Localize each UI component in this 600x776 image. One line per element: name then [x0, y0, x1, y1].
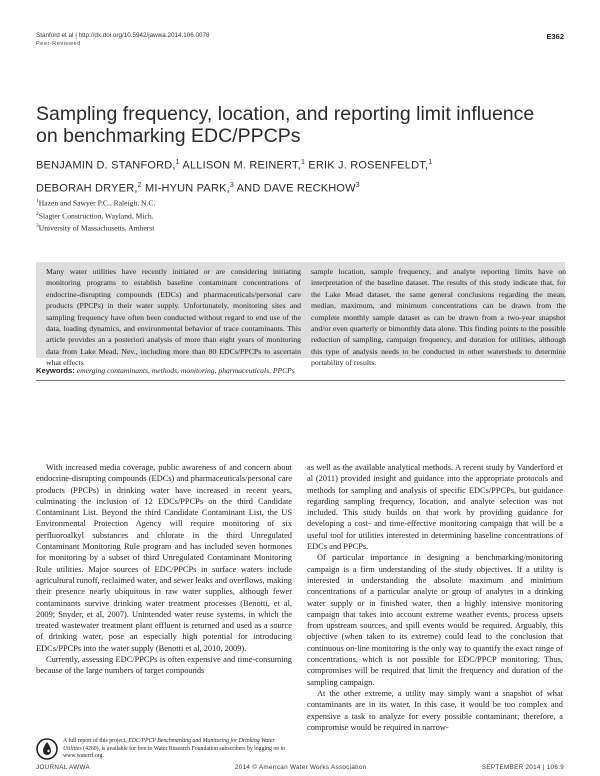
article-title: Sampling frequency, location, and reporting limit influence on benchmarking EDC/PPCPs	[36, 103, 535, 147]
footer-issue: SEPTEMBER 2014 | 106:9	[481, 764, 564, 771]
section-label: Peer-Reviewed	[36, 41, 81, 47]
body-right-column	[307, 462, 563, 733]
body-paragraph: as well as the available analytical methods. A recent study by Vanderford et al (2011) provided insight and guidance into the appropriate protocols and methods for sampling and analysis of specific EDCs/PPCPs, but guidance regarding sampling frequency, location, and analyte selection was not included. This study builds on that work by providing guidance for developing a cost- and time-effective monitoring campaign that will be a useful tool for utilities interested in determining baseline concentrations of EDCs and PPCPs.	[307, 463, 563, 552]
page-code: E362	[546, 32, 564, 41]
doi-citation[interactable]: Stanford et al | http://dx.doi.org/10.5942/jawwa.2014.106.0078	[36, 32, 210, 39]
author-name: AND DAVE RECKHOW	[233, 182, 356, 195]
keywords	[36, 366, 565, 375]
affiliation-line: $^2$Slagter Construction, Wayland, Mich.	[36, 210, 154, 221]
affiliation-marker: 1	[175, 159, 180, 166]
keywords-label: Keywords:	[36, 366, 75, 375]
abstract-right-column: sample location, sample frequency, and analyte reporting limits have on interpretation of the baseline dataset. The results of this study indicate that, for the Lake Mead dataset, the same general conclusions regarding the mean, median, maximum, and minimum concentrations can be drawn from the complete monthly sample dataset as can be drawn from a two-year snapshot and/or even quarterly or bimonthly data alone. This finding points to the possible reduction of sampling, campaign frequency, and duration for utilities, although this type of analysis needs to be conducted in other watersheds to determine portability of results.	[311, 267, 566, 368]
body-paragraph: At the other extreme, a utility may simply want a snapshot of what contaminants are in its water. In this case, it would be too complex and expensive a task to analyze for every possible contaminant; therefore, a compromise would be required in narrow-	[307, 688, 563, 732]
affiliation-marker: 1	[300, 159, 306, 166]
author-list	[36, 153, 556, 198]
author-name: MI-HYUN PARK,	[141, 182, 230, 195]
body-paragraph: Currently, assessing EDC/PPCPs is often expensive and time-consuming because of the large numbers of target compounds	[36, 655, 292, 676]
report-footnote	[36, 738, 292, 766]
running-header	[36, 32, 210, 47]
footer-journal: JOURNAL AWWA	[36, 764, 90, 771]
affiliation-line: $^3$University of Massachusetts, Amherst	[36, 223, 155, 233]
footer-copyright: 2014 © American Water Works Association	[235, 764, 367, 771]
abstract-box	[36, 262, 566, 368]
body-paragraph: Of particular importance in designing a benchmarking/monitoring campaign is a firm understanding of the study objectives. If a utility is interested in understanding the absolute maximum and minimum concentrations of a particular analyte or group of analytes in a drinking water supply or in finished water, then a highly intensive monitoring campaign that takes into account extreme weather events, process upsets from upstream sources, and spill events would be required. Arguably, this objective (when taken to its extreme) could lead to the conclusion that continuous on-line monitoring is the only way to quantify the exact range of concentrations, which is not possible for EDC/PPCP monitoring. Thus, compromises will be required that limit the frequency and duration of the sampling campaign.	[307, 553, 563, 687]
section-divider	[36, 380, 565, 381]
author-name: ERIK J. ROSENFELDT,	[305, 159, 429, 172]
affiliations	[36, 196, 336, 234]
affiliation-marker: 3	[229, 181, 234, 189]
author-name: DEBORAH DRYER,	[36, 182, 138, 195]
water-research-foundation-logo-icon	[36, 738, 58, 760]
affiliation-marker: 2	[137, 181, 142, 189]
keywords-value: emerging contaminants, methods, monitoring, pharmaceuticals, PPCPs	[76, 366, 295, 375]
affiliation-marker: 3	[355, 181, 360, 189]
affiliation-marker: 1	[428, 159, 433, 166]
abstract-left-column: Many water utilities have recently initiated or are considering initiating monitoring programs to establish baseline contaminant concentrations of endocrine-disrupting compounds (EDCs) and pharmaceuticals/personal care products (PPCPs) in their water supply. Unfortunately, monitoring sites and sampling frequency have often been conducted without regard to end use of the data, loading dynamics, and environmental behavior of trace contaminants. This article provides an a posteriori analysis of more than eight years of monitoring data from Lake Mead, Nev., including more than 80 EDCs/PPCPs to ascertain what effects	[46, 267, 301, 368]
report-title: EDC/PPCP Benchmarking and Monitoring for Drinking Water Utilities	[63, 738, 275, 752]
author-name: BENJAMIN D. STANFORD,	[36, 159, 176, 172]
affiliation-line: $^1$Hazen and Sawyer P.C., Raleigh, N.C.	[36, 198, 156, 208]
author-name: ALLISON M. REINERT,	[179, 159, 301, 172]
body-paragraph: With increased media coverage, public awareness of and concern about endocrine-disrupting compounds (EDCs) and pharmaceuticals/personal care products (PPCPs) in drinking water have increased in recent years, culminating the inclusion of 12 EDCs/PPCPs on the third Candidate Contaminant List. Beyond the third Candidate Contaminant List, the US Environmental Protection Agency will require monitoring of six perfluoroalkyl substances and chlorate in the third Unregulated Contaminant Monitoring Rule program and has included seven hormones for monitoring by a subset of third Unregulated Contaminant Monitoring Rule utilities. Major sources of EDC/PPCPs in surface waters include agricultural runoff, reclaimed water, and sewer leaks and overflows, making their presence nearly ubiquitous in raw water supplies, although fewer contaminants survive drinking water treatment processes (Benotti, et al, 2009; Snyder, et al, 2007). Unintended water reuse systems, in which the treated wastewater treatment plant effluent is returned and used as a source of drinking water, pose an especially high potential for introducing EDCs/PPCPs into the water supply (Benotti et al, 2010, 2009).	[36, 463, 292, 653]
footnote-text: A full report of this project, EDC/PPCP Benchmarking and Monitoring for Drinking Water Utilities (4260), is available for free to Water Research Foundation subscribers by logging on to www.waterrf.org.	[63, 738, 286, 760]
body-left-column	[36, 462, 292, 677]
